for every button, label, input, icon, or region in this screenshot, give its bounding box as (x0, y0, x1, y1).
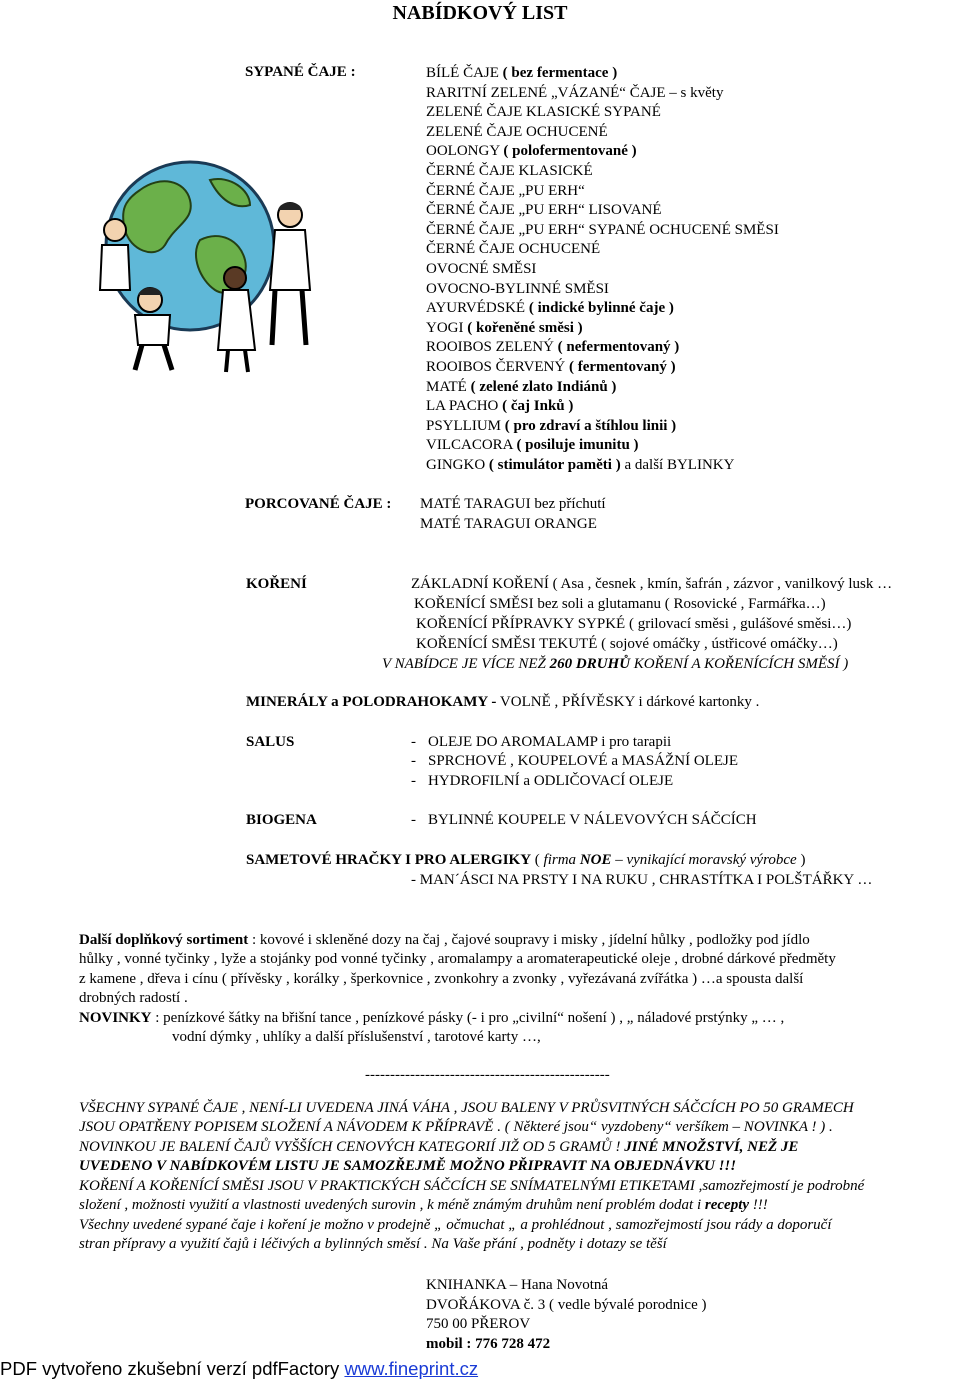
page-title: NABÍDKOVÝ LIST (392, 2, 568, 24)
dalsi-line-1 (79, 931, 810, 951)
tea-item-tail: a další BYLINKY (624, 456, 735, 473)
mineraly-line (246, 694, 759, 711)
note-6 (79, 1196, 768, 1216)
novinky-l1: : penízkové šátky na břišní tance , penízkové pásky (- i pro „civilní“ nošení ) , „ náladové prstýnky „ … , (151, 1010, 785, 1026)
salus-line-1: - OLEJE DO AROMALAMP i pro tarapii (411, 734, 672, 750)
koreni-line-1: ZÁKLADNÍ KOŘENÍ ( Asa , česnek , kmín, šafrán , zázvor , vanilkový lusk … (411, 576, 893, 592)
tea-item (426, 240, 779, 260)
tea-item (426, 103, 779, 123)
tea-item (426, 397, 779, 417)
koreni-label: KOŘENÍ (246, 576, 307, 592)
biogena-line: - BYLINNÉ KOUPELE V NÁLEVOVÝCH SÁČCÍCH (411, 812, 757, 828)
tea-item-name: ZELENÉ ČAJE KLASICKÉ SYPANÉ (426, 104, 661, 121)
tea-item-name: ROOIBOS ČERVENÝ (426, 358, 566, 375)
note-3a: NOVINKOU JE BALENÍ ČAJŮ VYŠŠÍCH CENOVÝCH KATEGORIÍ JIŽ OD 5 GRAMŮ ! (79, 1139, 625, 1155)
tea-item-desc: ( stimulátor paměti ) (488, 456, 621, 473)
note-3 (79, 1138, 798, 1158)
sypane-label: SYPANÉ ČAJE : (245, 64, 356, 80)
tea-item-desc: ( zelené zlato Indiánů ) (470, 378, 617, 395)
footer-text: PDF vytvořeno zkušební verzí pdfFactory (0, 1358, 345, 1379)
koreni-line-3: KOŘENÍCÍ PŘÍPRAVKY SYPKÉ ( grilovací směsi , gulášové směsi…) (416, 616, 852, 632)
pdf-footer (0, 1358, 478, 1380)
koreni-line-2: KOŘENÍCÍ SMĚSI bez soli a glutamanu ( Rosovické , Farmářka…) (414, 596, 826, 612)
note-7: Všechny uvedené sypané čaje i koření je možno v prodejně „ očmuchat „ a prohlédnout , samozřejmostí jsou rády a doporučí (79, 1217, 832, 1233)
divider: ------------------------------------------------- (365, 1067, 610, 1083)
dalsi-line-2: hůlky , vonné tyčinky , lyže a stojánky pod vonné tyčinky , aromalampy a aromaterapeutické oleje , drobné dárkové předměty (79, 951, 836, 967)
tea-item (426, 456, 779, 476)
tea-item (426, 280, 779, 300)
note-3b: JINÉ MNOŽSTVÍ, NEŽ JE (624, 1139, 799, 1155)
tea-item-desc: ( bez fermentace ) (502, 65, 618, 81)
tea-item-name: OVOCNO-BYLINNÉ SMĚSI (426, 280, 609, 297)
tea-item-name: AYURVÉDSKÉ (426, 300, 526, 317)
dalsi-l1: : kovové i skleněné dozy na čaj , čajové soupravy i misky , jídelní hůlky , podložky pod jídlo (248, 932, 810, 948)
tea-item-name: MATÉ (426, 378, 467, 395)
porcovane-label: PORCOVANÉ ČAJE : (245, 496, 392, 512)
sametove-line-1 (246, 852, 805, 869)
sametove-paren-close: ) (796, 852, 806, 868)
globe-children-illustration (90, 150, 315, 375)
koreni-line-4: KOŘENÍCÍ SMĚSI TEKUTÉ ( sojové omáčky , ústřicové omáčky…) (416, 636, 838, 652)
tea-item (426, 201, 779, 221)
tea-item (426, 142, 779, 162)
sametove-firma-rest: – vynikající moravský výrobce (611, 852, 797, 868)
address-line-4: mobil : 776 728 472 (426, 1336, 551, 1352)
tea-item-name: YOGI (426, 319, 464, 336)
salus-line-3-text: HYDROFILNÍ a ODLIČOVACÍ OLEJE (428, 773, 674, 789)
tea-item (426, 358, 779, 378)
tea-item-name: BÍLÉ ČAJE (426, 65, 499, 81)
tea-item-name: ČERNÉ ČAJE KLASICKÉ (426, 162, 593, 179)
sametove-noe: NOE (579, 852, 612, 868)
salus-line-2: - SPRCHOVÉ , KOUPELOVÉ a MASÁŽNÍ OLEJE (411, 753, 738, 769)
porcovane-line-1: MATÉ TARAGUI bez příchutí (420, 496, 606, 512)
tea-item-name: ZELENÉ ČAJE OCHUCENÉ (426, 123, 608, 140)
salus-line-1-text: OLEJE DO AROMALAMP i pro tarapii (428, 734, 672, 750)
tea-item-name: LA PACHO (426, 398, 499, 415)
tea-item (426, 319, 779, 339)
sametove-paren-open: ( (534, 852, 544, 868)
tea-item-name: GINGKO (426, 456, 486, 473)
note-8: stran přípravy a využití čajů i léčivých a bylinných směsí . Na Vaše přání , podněty i dotazy se těší (79, 1236, 667, 1252)
tea-item (426, 417, 779, 437)
tea-item-name: VILCACORA (426, 437, 513, 454)
tea-item (426, 123, 779, 143)
biogena-line-text: BYLINNÉ KOUPELE V NÁLEVOVÝCH SÁČCÍCH (428, 812, 757, 828)
tea-list (426, 64, 779, 475)
tea-item (426, 338, 779, 358)
sametove-line-2: - MAN´ÁSCI NA PRSTY I NA RUKU , CHRASTÍTKA I POLŠTÁŘKY … (411, 872, 873, 888)
koreni-note (382, 656, 848, 673)
tea-item-name: OVOCNÉ SMĚSI (426, 260, 537, 277)
mineraly-bold: MINERÁLY a POLODRAHOKAMY - (246, 694, 497, 710)
porcovane-line-2: MATÉ TARAGUI ORANGE (420, 516, 597, 532)
novinky-line-1 (79, 1009, 784, 1029)
footer-link[interactable]: www.fineprint.cz (344, 1358, 479, 1379)
tea-item-desc: ( posiluje imunitu ) (516, 437, 639, 454)
tea-item-desc: ( polofermentované ) (503, 143, 637, 160)
tea-item (426, 64, 779, 84)
note-5: KOŘENÍ A KOŘENÍCÍ SMĚSI JSOU V PRAKTICKÝCH SÁČCÍCH SE SNÍMATELNÝMI ETIKETAMI ,samozřejmostí je podrobné (79, 1178, 865, 1194)
tea-item-name: ČERNÉ ČAJE „PU ERH“ SYPANÉ OCHUCENÉ SMĚSI (426, 221, 779, 238)
tea-item-desc: ( pro zdraví a štíhlou linii ) (504, 417, 677, 434)
mineraly-rest: VOLNĚ , PŘÍVĚSKY i dárkové kartonky . (499, 694, 760, 710)
note-6a: složení , možnosti využití a vlastnosti uvedených surovin , k méně známým druhům není problém dodat i (79, 1197, 705, 1213)
tea-item (426, 299, 779, 319)
tea-item (426, 162, 779, 182)
note-1: VŠECHNY SYPANÉ ČAJE , NENÍ-LI UVEDENA JINÁ VÁHA , JSOU BALENY V PRŮSVITNÝCH SÁČCÍCH PO 50 GRAMECH (79, 1100, 854, 1116)
dalsi-line-3: z kamene , dřeva i cínu ( přívěsky , korálky , šperkovnice , zvonkohry a zvonky , vyřezávaná zvířátka ) …a spousta další (79, 971, 804, 987)
tea-item-desc: ( indické bylinné čaje ) (528, 300, 674, 317)
tea-item-name: ČERNÉ ČAJE „PU ERH“ LISOVANÉ (426, 202, 662, 219)
salus-line-3: - HYDROFILNÍ a ODLIČOVACÍ OLEJE (411, 773, 674, 789)
tea-item-name: ČERNÉ ČAJE OCHUCENÉ (426, 241, 601, 258)
dalsi-bold: Další doplňkový sortiment (79, 932, 249, 948)
tea-item-name: ČERNÉ ČAJE „PU ERH“ (426, 182, 585, 199)
tea-item-desc: ( kořeněné směsi ) (467, 319, 583, 336)
note-4: UVEDENO V NABÍDKOVÉM LISTU JE SAMOZŘEJMĚ MOŽNO PŘIPRAVIT NA OBJEDNÁVKU !!! (79, 1158, 737, 1174)
note-6b: recepty (704, 1197, 750, 1213)
tea-item-name: OOLONGY (426, 143, 500, 160)
address-line-3: 750 00 PŘEROV (426, 1316, 531, 1332)
tea-item-desc: ( čaj Inků ) (502, 398, 574, 415)
note-2: JSOU OPATŘENY POPISEM SLOŽENÍ A NÁVODEM K PŘÍPRAVĚ . ( Některé jsou“ vyzdobeny“ veršíkem – NOVINKA ! ) . (79, 1119, 833, 1135)
tea-item-name: ROOIBOS ZELENÝ (426, 339, 554, 356)
novinky-bold: NOVINKY (79, 1010, 152, 1026)
note-6c: !!! (749, 1197, 768, 1213)
tea-item (426, 221, 779, 241)
tea-item-name: RARITNÍ ZELENÉ „VÁZANÉ“ ČAJE – s květy (426, 84, 724, 101)
sametove-firma: firma (543, 852, 580, 868)
address-line-2: DVOŘÁKOVA č. 3 ( vedle bývalé porodnice ) (426, 1297, 707, 1313)
address-line-1: KNIHANKA – Hana Novotná (426, 1277, 609, 1293)
koreni-note-post: KOŘENÍ A KOŘENÍCÍCH SMĚSÍ ) (630, 656, 849, 672)
novinky-line-2: vodní dýmky , uhlíky a další příslušenství , tarotové karty …, (172, 1029, 541, 1045)
koreni-note-pre: V NABÍDCE JE VÍCE NEŽ (382, 656, 550, 672)
tea-item-name: PSYLLIUM (426, 417, 502, 434)
tea-item (426, 260, 779, 280)
tea-item-desc: ( fermentovaný ) (568, 358, 676, 375)
tea-item-desc: ( nefermentovaný ) (557, 339, 680, 356)
salus-label: SALUS (246, 734, 295, 750)
tea-item (426, 84, 779, 104)
tea-item (426, 182, 779, 202)
sametove-bold: SAMETOVÉ HRAČKY I PRO ALERGIKY (246, 852, 532, 868)
tea-item (426, 378, 779, 398)
tea-item (426, 436, 779, 456)
koreni-note-bold: 260 DRUHŮ (549, 656, 631, 672)
salus-line-2-text: SPRCHOVÉ , KOUPELOVÉ a MASÁŽNÍ OLEJE (428, 753, 738, 769)
dalsi-line-4: drobných radostí . (79, 990, 188, 1006)
biogena-label: BIOGENA (246, 812, 317, 828)
